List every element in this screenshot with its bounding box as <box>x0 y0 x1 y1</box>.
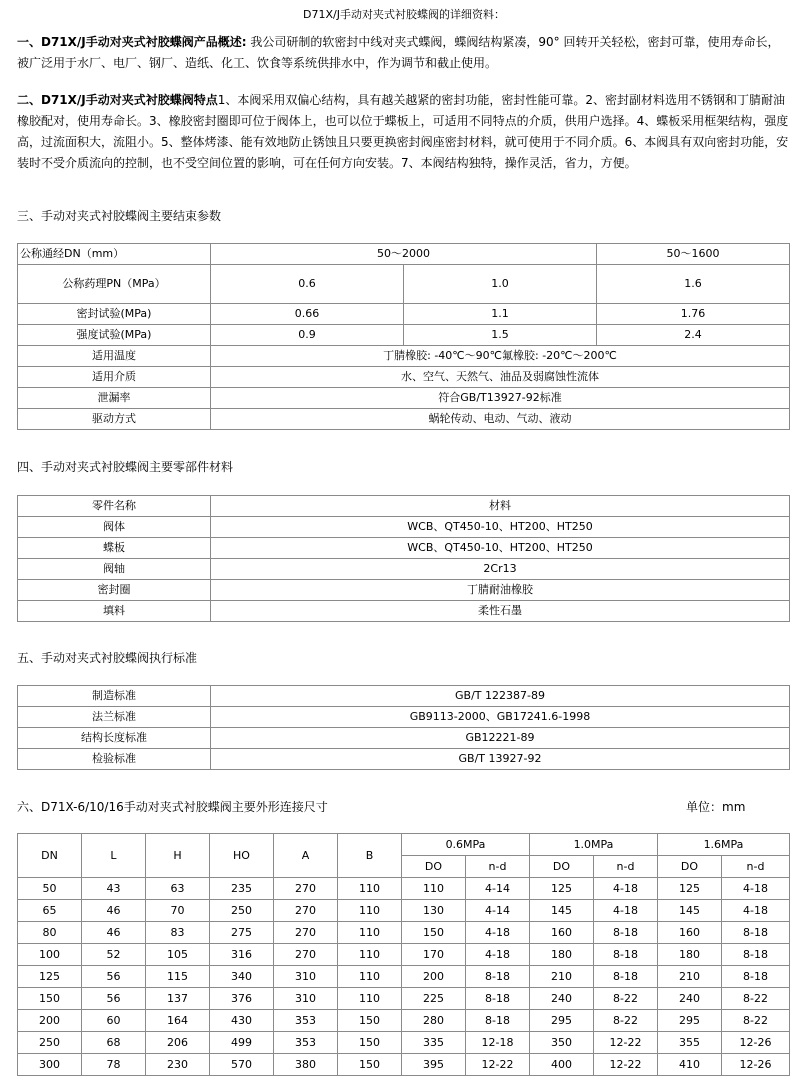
features-text: 1、本阀采用双偏心结构，具有越关越紧的密封功能，密封性能可靠。2、密封副材料选用不锈钢和丁腈耐油橡胶配对，使用寿命长。3、橡胶密封圈即可位于阀体上，也可以位于蝶板上，可适用不同特点的介质，供用户选择。4、蝶板采用框架结构，强度高，过流面积大，流阻小。5、整体烤漆、能有效地防止锈蚀且只要更换密封阀座密封材料，就可使用于不同介质。6、本阀具有双向密封功能，安装时不受介质流向的控制，也不受空间位置的影响，可在任何方向安装。7、本阀结构独特，操作灵活，省力，方便。 <box>17 93 789 170</box>
table-cell: 0.66 <box>211 304 404 325</box>
table-cell: 83 <box>146 922 210 944</box>
table-cell: 250 <box>18 1032 82 1054</box>
table-cell: 8-18 <box>466 966 530 988</box>
table-cell: 43 <box>82 878 146 900</box>
table-cell: 制造标准 <box>18 686 211 707</box>
table-cell: 8-18 <box>722 966 790 988</box>
table-cell: 145 <box>530 900 594 922</box>
table-cell: 结构长度标准 <box>18 728 211 749</box>
table-cell: 164 <box>146 1010 210 1032</box>
table-cell: 310 <box>274 966 338 988</box>
table-cell: 300 <box>18 1054 82 1076</box>
table-header-cell: 1.6MPa <box>658 834 790 856</box>
table-cell: 1.5 <box>404 325 597 346</box>
table-cell: 125 <box>18 966 82 988</box>
table-header-cell: n-d <box>594 856 658 878</box>
table-row <box>18 388 790 409</box>
table-cell: 210 <box>658 966 722 988</box>
table-row <box>18 265 790 304</box>
table-cell: 1.76 <box>597 304 790 325</box>
table-cell: 110 <box>338 966 402 988</box>
table-cell: 46 <box>82 922 146 944</box>
overview-heading: 一、D71X/J手动对夹式衬胶蝶阀产品概述: <box>17 35 247 49</box>
table-cell: 150 <box>18 988 82 1010</box>
overview-paragraph <box>17 32 789 74</box>
table-row <box>18 834 790 856</box>
table-row <box>18 346 790 367</box>
table-cell: 8-22 <box>722 988 790 1010</box>
table-cell: 蜗轮传动、电动、气动、液动 <box>211 409 790 430</box>
table-row <box>18 988 790 1010</box>
table-cell: 250 <box>210 900 274 922</box>
table-cell: 65 <box>18 900 82 922</box>
table-cell: 4-14 <box>466 878 530 900</box>
table-cell: 8-18 <box>466 1010 530 1032</box>
table-cell: 240 <box>658 988 722 1010</box>
table-cell: 353 <box>274 1010 338 1032</box>
table-cell: 12-26 <box>722 1054 790 1076</box>
table-cell: 8-18 <box>594 944 658 966</box>
table-cell: 泄漏率 <box>18 388 211 409</box>
table-cell: 4-18 <box>594 878 658 900</box>
table-header-cell: DO <box>402 856 466 878</box>
table-cell: 78 <box>82 1054 146 1076</box>
section-heading-dimensions: 六、D71X-6/10/16手动对夹式衬胶蝶阀主要外形连接尺寸 <box>17 800 328 814</box>
table-cell: 法兰标准 <box>18 707 211 728</box>
dimensions-table <box>17 833 790 1076</box>
table-cell: 12-22 <box>594 1032 658 1054</box>
table-cell: 295 <box>530 1010 594 1032</box>
table-cell: 110 <box>402 878 466 900</box>
table-cell: 密封圈 <box>18 580 211 601</box>
table-cell: 1.6 <box>597 265 790 304</box>
table-header-cell: HO <box>210 834 274 878</box>
table-row <box>18 1032 790 1054</box>
table-cell: WCB、QT450-10、HT200、HT250 <box>211 538 790 559</box>
table-cell: 270 <box>274 922 338 944</box>
table-cell: WCB、QT450-10、HT200、HT250 <box>211 517 790 538</box>
table-row <box>18 900 790 922</box>
table-cell: 270 <box>274 878 338 900</box>
table-cell: 8-22 <box>594 988 658 1010</box>
table-cell: 210 <box>530 966 594 988</box>
table-cell: 240 <box>530 988 594 1010</box>
table-header-cell: n-d <box>466 856 530 878</box>
table-cell: GB/T 13927-92 <box>211 749 790 770</box>
table-row <box>18 686 790 707</box>
table-cell: 125 <box>658 878 722 900</box>
table-cell: 235 <box>210 878 274 900</box>
standards-table <box>17 685 790 770</box>
table-cell: 150 <box>338 1032 402 1054</box>
table-cell: 丁腈耐油橡胶 <box>211 580 790 601</box>
table-cell: 70 <box>146 900 210 922</box>
table-cell: 检验标准 <box>18 749 211 770</box>
table-cell: 63 <box>146 878 210 900</box>
table-cell: 125 <box>530 878 594 900</box>
table-cell: 180 <box>530 944 594 966</box>
table-row <box>18 580 790 601</box>
table-cell: 4-18 <box>594 900 658 922</box>
table-cell: 200 <box>18 1010 82 1032</box>
table-row <box>18 496 790 517</box>
table-cell: 8-18 <box>594 922 658 944</box>
table-row <box>18 878 790 900</box>
table-cell: 蝶板 <box>18 538 211 559</box>
table-cell: 180 <box>658 944 722 966</box>
params-table <box>17 243 790 430</box>
table-cell: 100 <box>18 944 82 966</box>
table-cell: GB12221-89 <box>211 728 790 749</box>
table-cell: 8-18 <box>466 988 530 1010</box>
table-cell: 170 <box>402 944 466 966</box>
table-row <box>18 944 790 966</box>
table-row <box>18 409 790 430</box>
table-cell: 8-22 <box>594 1010 658 1032</box>
table-cell: 水、空气、天然气、油品及弱腐蚀性流体 <box>211 367 790 388</box>
table-cell: 110 <box>338 922 402 944</box>
table-cell: 270 <box>274 900 338 922</box>
table-header-cell: H <box>146 834 210 878</box>
table-cell: 130 <box>402 900 466 922</box>
table-cell: 4-18 <box>466 922 530 944</box>
table-cell: 阀轴 <box>18 559 211 580</box>
table-cell: 2.4 <box>597 325 790 346</box>
unit-label: 单位：mm <box>686 800 746 814</box>
table-cell: 适用温度 <box>18 346 211 367</box>
table-cell: 400 <box>530 1054 594 1076</box>
table-cell: GB9113-2000、GB17241.6-1998 <box>211 707 790 728</box>
table-row <box>18 966 790 988</box>
table-cell: 110 <box>338 878 402 900</box>
table-cell: 499 <box>210 1032 274 1054</box>
table-cell: 适用介质 <box>18 367 211 388</box>
table-cell: 150 <box>338 1054 402 1076</box>
table-cell: 0.9 <box>211 325 404 346</box>
table-row <box>18 1054 790 1076</box>
table-row <box>18 517 790 538</box>
table-cell: 150 <box>338 1010 402 1032</box>
section-heading-materials: 四、手动对夹式衬胶蝶阀主要零部件材料 <box>17 460 234 474</box>
table-cell: 4-18 <box>466 944 530 966</box>
table-cell: 230 <box>146 1054 210 1076</box>
table-cell: 填料 <box>18 601 211 622</box>
table-header-cell: DN <box>18 834 82 878</box>
table-cell: 8-22 <box>722 1010 790 1032</box>
table-cell: 驱动方式 <box>18 409 211 430</box>
table-cell: 8-18 <box>594 966 658 988</box>
table-cell: 1.1 <box>404 304 597 325</box>
table-cell: 200 <box>402 966 466 988</box>
table-cell: 105 <box>146 944 210 966</box>
table-cell: 350 <box>530 1032 594 1054</box>
table-header-cell: L <box>82 834 146 878</box>
table-cell: 137 <box>146 988 210 1010</box>
table-row <box>18 559 790 580</box>
section-heading-params: 三、手动对夹式衬胶蝶阀主要结束参数 <box>17 209 222 223</box>
table-cell: 46 <box>82 900 146 922</box>
table-cell: 12-22 <box>594 1054 658 1076</box>
table-cell: 4-18 <box>722 900 790 922</box>
section-heading-standards: 五、手动对夹式衬胶蝶阀执行标准 <box>17 651 198 665</box>
table-header-cell: A <box>274 834 338 878</box>
table-cell: 225 <box>402 988 466 1010</box>
table-cell: 570 <box>210 1054 274 1076</box>
table-cell: 12-22 <box>466 1054 530 1076</box>
table-cell: 8-18 <box>722 922 790 944</box>
table-cell: 115 <box>146 966 210 988</box>
table-cell: 310 <box>274 988 338 1010</box>
table-header-cell: DO <box>658 856 722 878</box>
table-cell: 110 <box>338 944 402 966</box>
table-cell: 12-26 <box>722 1032 790 1054</box>
table-cell: 270 <box>274 944 338 966</box>
overview-text: 我公司研制的软密封中线对夹式蝶阀，蝶阀结构紧凑，90° 回转开关轻松，密封可靠，使用寿命长，被广泛用于水厂、电厂、钢厂、造纸、化工、饮食等系统供排水中，作为调节和截止使用。 <box>17 35 780 70</box>
table-cell: 56 <box>82 966 146 988</box>
table-cell: 阀体 <box>18 517 211 538</box>
table-cell: 410 <box>658 1054 722 1076</box>
table-row <box>18 601 790 622</box>
table-cell: 0.6 <box>211 265 404 304</box>
table-cell: 275 <box>210 922 274 944</box>
table-cell: GB/T 122387-89 <box>211 686 790 707</box>
table-cell: 280 <box>402 1010 466 1032</box>
table-cell: 公称通经DN（mm） <box>18 244 211 265</box>
table-row <box>18 325 790 346</box>
table-cell: 110 <box>338 988 402 1010</box>
table-cell: 206 <box>146 1032 210 1054</box>
table-header-cell: 0.6MPa <box>402 834 530 856</box>
table-cell: 符合GB/T13927-92标准 <box>211 388 790 409</box>
table-cell: 430 <box>210 1010 274 1032</box>
table-header-cell: 材料 <box>211 496 790 517</box>
table-cell: 395 <box>402 1054 466 1076</box>
table-row <box>18 538 790 559</box>
table-cell: 355 <box>658 1032 722 1054</box>
table-header-cell: n-d <box>722 856 790 878</box>
table-cell: 160 <box>530 922 594 944</box>
materials-table <box>17 495 790 622</box>
table-cell: 110 <box>338 900 402 922</box>
table-cell: 160 <box>658 922 722 944</box>
table-header-cell: 1.0MPa <box>530 834 658 856</box>
table-cell: 335 <box>402 1032 466 1054</box>
table-row <box>18 922 790 944</box>
table-row <box>18 244 790 265</box>
table-cell: 376 <box>210 988 274 1010</box>
table-cell: 145 <box>658 900 722 922</box>
table-cell: 316 <box>210 944 274 966</box>
table-cell: 4-18 <box>722 878 790 900</box>
table-cell: 50～1600 <box>597 244 790 265</box>
table-row <box>18 749 790 770</box>
table-cell: 80 <box>18 922 82 944</box>
features-paragraph <box>17 90 789 174</box>
features-heading: 二、D71X/J手动对夹式衬胶蝶阀特点 <box>17 93 218 107</box>
table-cell: 52 <box>82 944 146 966</box>
table-row <box>18 304 790 325</box>
table-cell: 295 <box>658 1010 722 1032</box>
table-cell: 12-18 <box>466 1032 530 1054</box>
dimensions-body <box>18 878 790 1076</box>
table-row <box>18 728 790 749</box>
table-header-cell: B <box>338 834 402 878</box>
table-row <box>18 1010 790 1032</box>
table-cell: 380 <box>274 1054 338 1076</box>
table-cell: 50～2000 <box>211 244 597 265</box>
table-cell: 密封试验(MPa) <box>18 304 211 325</box>
table-row <box>18 367 790 388</box>
table-cell: 2Cr13 <box>211 559 790 580</box>
table-cell: 丁腈橡胶: -40℃～90℃氟橡胶: -20℃～200℃ <box>211 346 790 367</box>
table-row <box>18 707 790 728</box>
table-cell: 强度试验(MPa) <box>18 325 211 346</box>
table-header-cell: 零件名称 <box>18 496 211 517</box>
table-cell: 8-18 <box>722 944 790 966</box>
table-cell: 柔性石墨 <box>211 601 790 622</box>
table-cell: 150 <box>402 922 466 944</box>
table-cell: 60 <box>82 1010 146 1032</box>
table-cell: 50 <box>18 878 82 900</box>
table-cell: 56 <box>82 988 146 1010</box>
table-cell: 68 <box>82 1032 146 1054</box>
page-title: D71X/J手动对夹式衬胶蝶阀的详细资料： <box>303 8 505 21</box>
table-cell: 4-14 <box>466 900 530 922</box>
table-cell: 1.0 <box>404 265 597 304</box>
table-header-cell: DO <box>530 856 594 878</box>
table-cell: 353 <box>274 1032 338 1054</box>
table-cell: 340 <box>210 966 274 988</box>
table-cell: 公称药理PN（MPa） <box>18 265 211 304</box>
